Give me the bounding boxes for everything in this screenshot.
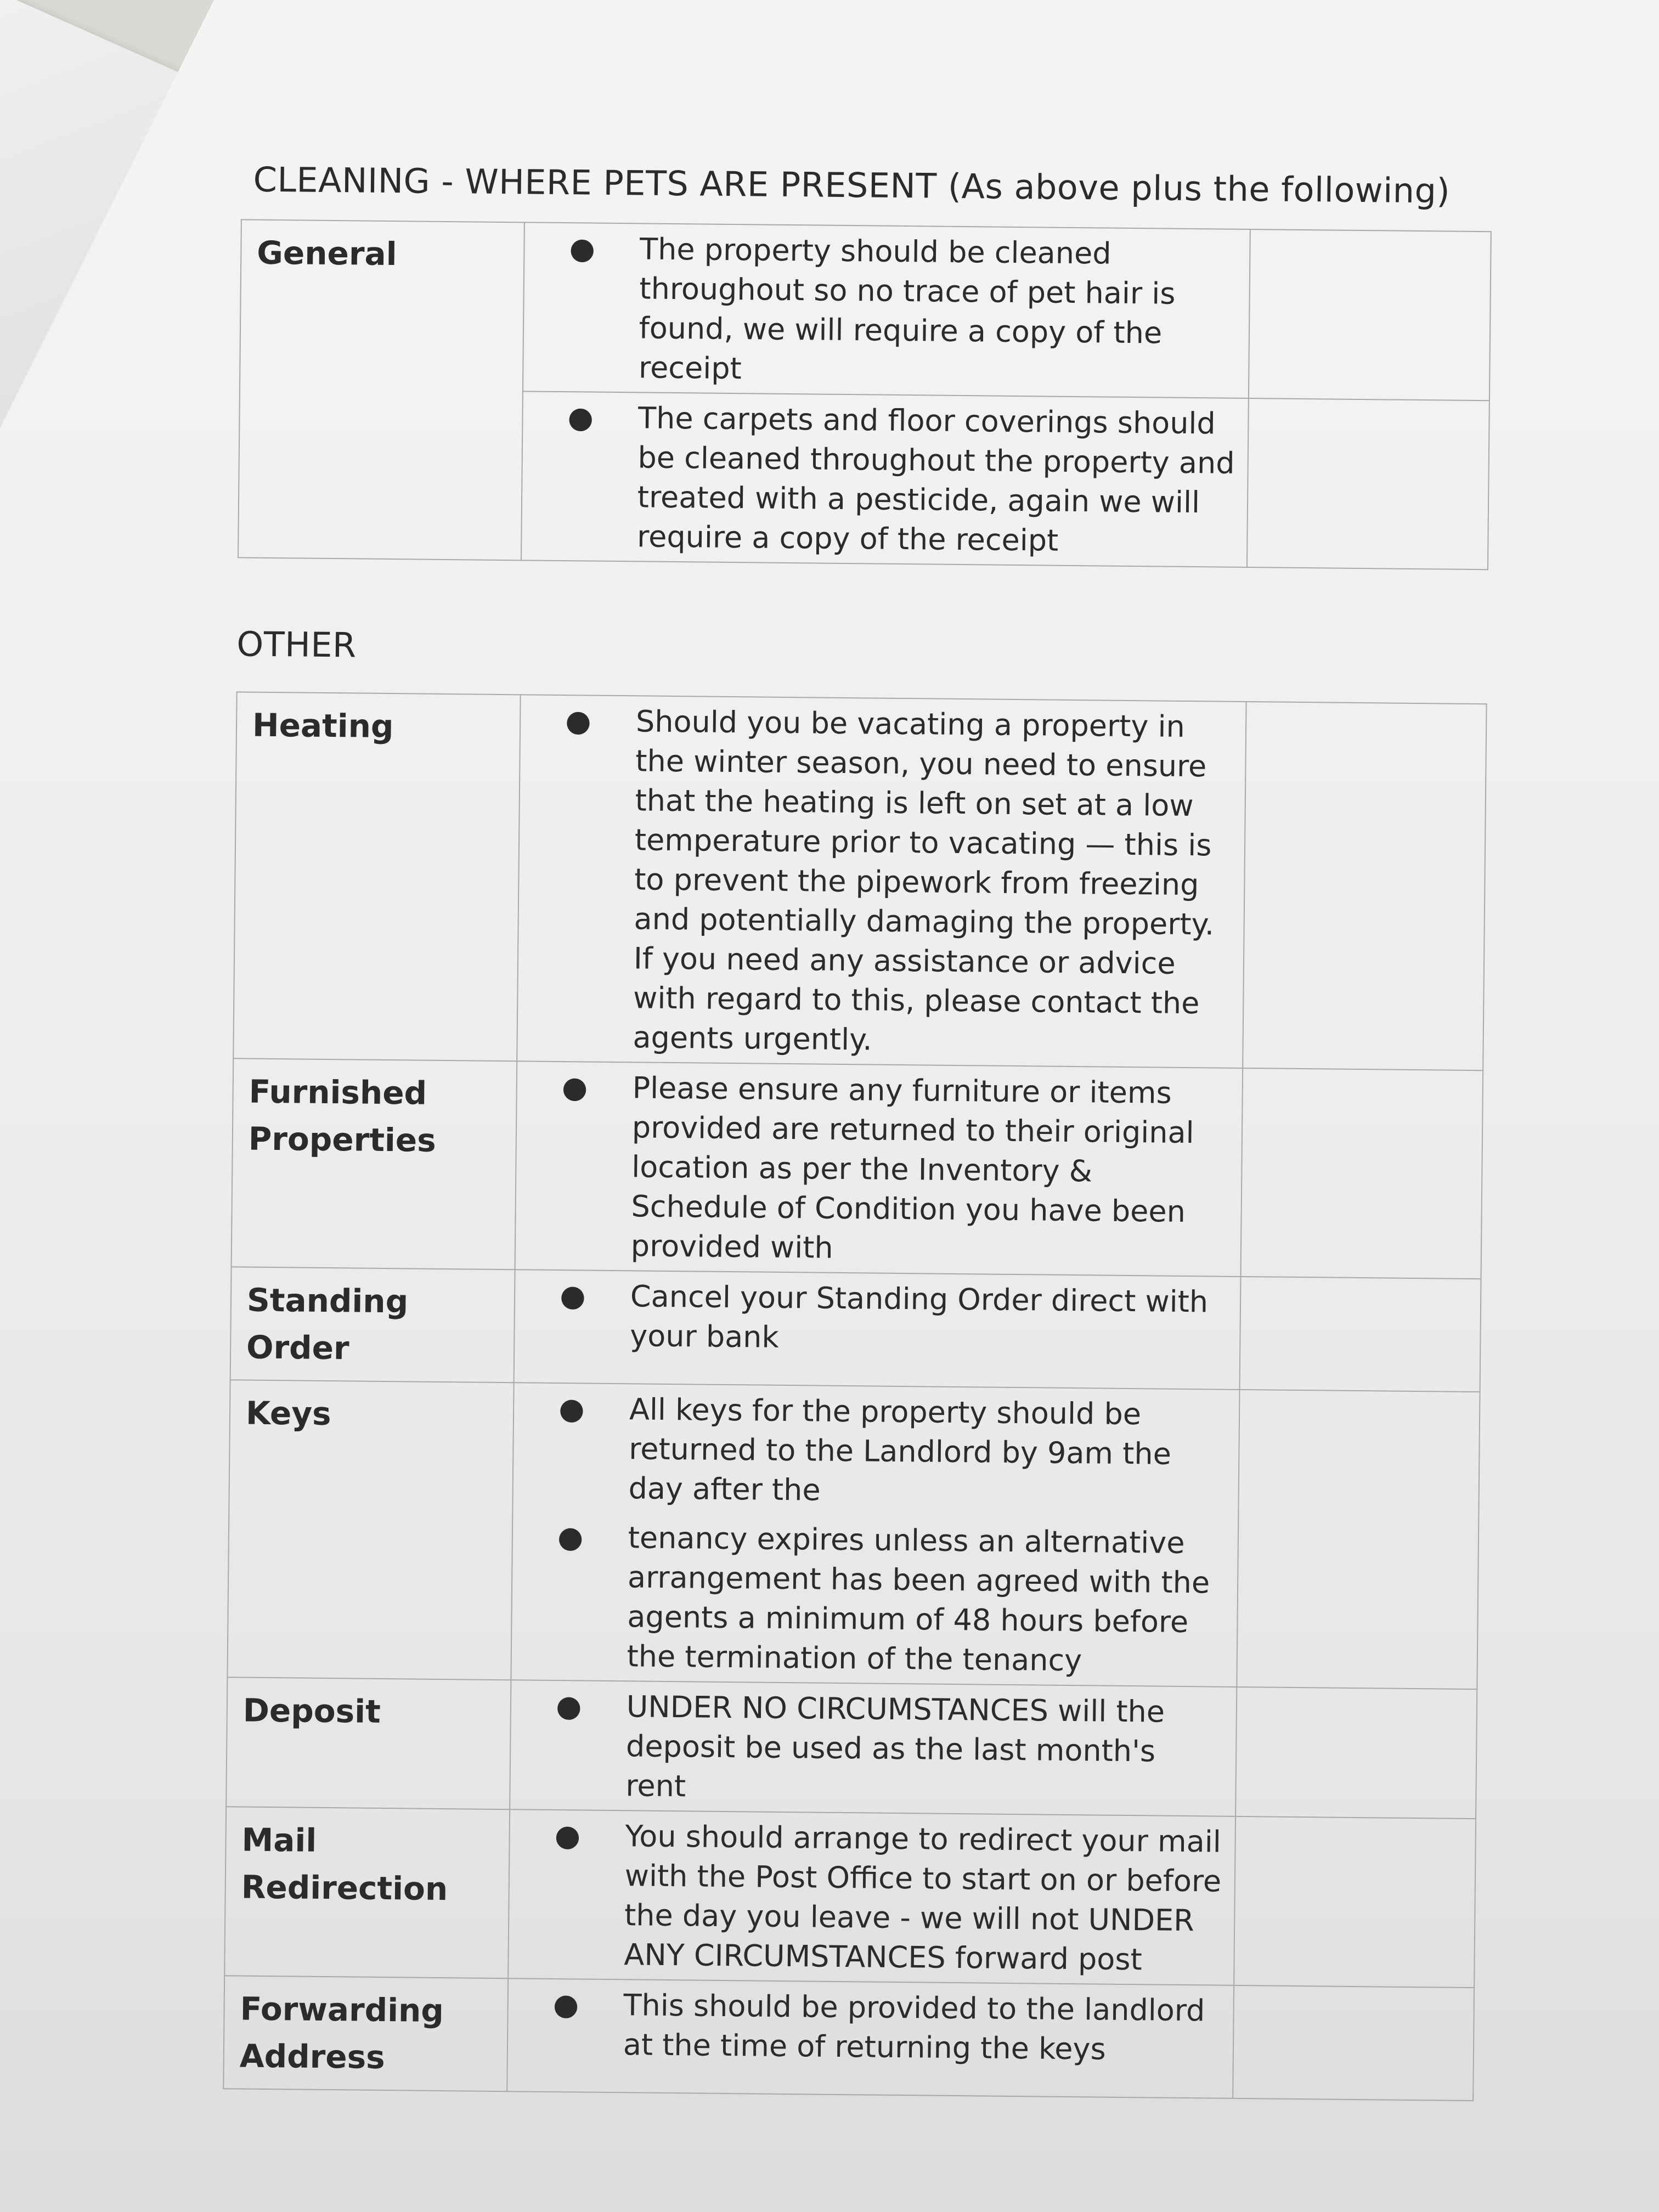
blank-cell <box>1247 398 1489 569</box>
blank-cell <box>1235 1687 1477 1819</box>
bullet-text: Please ensure any furniture or items provided are returned to their original location as per the Inventory & Schedule of Condition you have been provided with <box>630 1070 1194 1265</box>
bullet-text: The carpets and floor coverings should be cleaned throughout the property and treated with a pesticide, again we will require a copy of the receipt <box>636 400 1235 558</box>
row-description <box>517 695 1246 1068</box>
bullet-item <box>515 1276 1229 1361</box>
row-label-heating: Heating <box>233 692 520 1061</box>
other-section-title: OTHER <box>236 624 357 665</box>
other-table <box>223 691 1487 2101</box>
row-label-standing-order: Standing Order <box>230 1267 515 1383</box>
table-row <box>230 1267 1481 1392</box>
row-description <box>523 222 1250 398</box>
bullet-icon: ● <box>555 1689 582 1724</box>
row-description <box>514 1269 1240 1390</box>
document-content <box>201 159 1520 2102</box>
table-row <box>233 692 1486 1070</box>
bullet-item <box>517 701 1234 1063</box>
bullet-text: The property should be cleaned throughout so no trace of pet hair is found, we will require a copy of the receipt <box>638 232 1176 386</box>
bullet-text: Should you be vacating a property in the winter season, you need to ensure that the heating is left on set at a low temperature prior to vacating — this is to prevent the pipework from freezing and potentially damaging the property. If you need any assistance or advice with regard to this, please contact the agents urgently. <box>633 704 1215 1057</box>
row-description <box>515 1061 1243 1277</box>
cleaning-section-title: CLEANING - WHERE PETS ARE PRESENT (As above plus the following) <box>253 159 1451 211</box>
blank-cell <box>1233 1985 1474 2101</box>
bullet-text: All keys for the property should be returned to the Landlord by 9am the day after the <box>628 1392 1172 1508</box>
bullet-icon: ● <box>567 400 594 435</box>
table-row <box>227 1380 1480 1689</box>
blank-cell <box>1249 229 1491 400</box>
table-row <box>232 1058 1483 1279</box>
table-row <box>226 1677 1477 1819</box>
table-row <box>224 1807 1476 1988</box>
bullet-icon: ● <box>561 1070 588 1105</box>
row-label-forwarding-address: Forwarding Address <box>223 1976 508 2091</box>
row-description <box>511 1383 1239 1687</box>
bullet-icon: ● <box>557 1520 584 1555</box>
row-description <box>507 1978 1234 2098</box>
row-description <box>521 391 1249 567</box>
row-label-mail-redirection: Mail Redirection <box>224 1807 510 1978</box>
bullet-text: This should be provided to the landlord at the time of returning the keys <box>623 1988 1205 2067</box>
row-label-general: General <box>238 219 524 560</box>
bullet-icon: ● <box>554 1818 581 1853</box>
row-label-keys: Keys <box>227 1380 514 1680</box>
bullet-text: Cancel your Standing Order direct with your bank <box>629 1279 1209 1355</box>
bullet-text: tenancy expires unless an alternative arrangement has been agreed with the agents a minimum of 48 hours before the termination of the tenancy <box>627 1520 1210 1678</box>
blank-cell <box>1234 1816 1476 1988</box>
blank-cell <box>1243 702 1486 1070</box>
blank-cell <box>1241 1068 1483 1279</box>
table-row <box>240 219 1491 400</box>
bullet-icon: ● <box>560 1278 586 1313</box>
table-row <box>223 1976 1474 2101</box>
bullet-item <box>516 1067 1232 1271</box>
bullet-item <box>509 1815 1224 1980</box>
blank-cell <box>1240 1277 1481 1392</box>
row-label-deposit: Deposit <box>226 1677 511 1809</box>
blank-cell <box>1237 1390 1480 1689</box>
row-description <box>510 1680 1237 1816</box>
bullet-item <box>508 1984 1223 2070</box>
bullet-item <box>511 1517 1227 1681</box>
bullet-icon: ● <box>565 703 591 738</box>
row-label-furnished-properties: Furnished Properties <box>232 1058 517 1269</box>
row-description <box>508 1809 1235 1985</box>
bullet-item <box>513 1389 1228 1514</box>
bullet-text: You should arrange to redirect your mail with the Post Office to start on or before the day you leave - we will not UNDER ANY CIRCUMSTANCES forward post <box>624 1819 1222 1977</box>
bullet-item <box>522 397 1237 562</box>
bullet-icon: ● <box>552 1987 579 2022</box>
bullet-icon: ● <box>558 1391 585 1426</box>
bullet-icon: ● <box>569 231 596 266</box>
bullet-item <box>510 1686 1225 1811</box>
bullet-text: UNDER NO CIRCUMSTANCES will the deposit be used as the last month's rent <box>625 1689 1165 1804</box>
cleaning-table <box>238 219 1492 570</box>
bullet-item <box>523 228 1239 393</box>
